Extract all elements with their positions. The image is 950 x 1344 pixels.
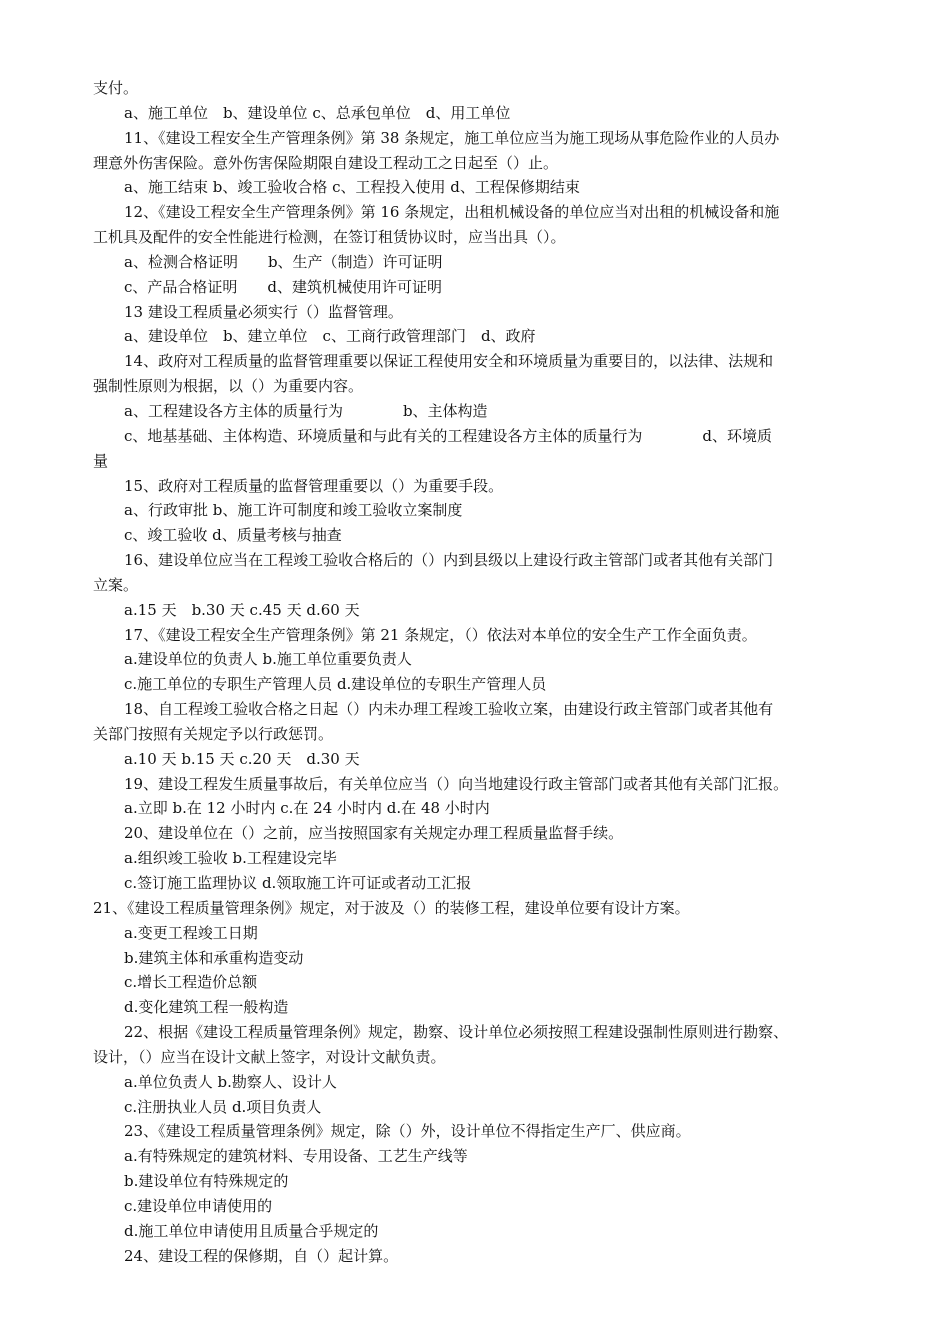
text-line: c.施工单位的专职生产管理人员 d.建设单位的专职生产管理人员 <box>124 675 547 694</box>
text-line: 支付。 <box>93 79 139 97</box>
text-line: 16、建设单位应当在工程竣工验收合格后的（）内到县级以上建设行政主管部门或者其他有关部门 <box>124 551 774 570</box>
text-line: 立案。 <box>93 575 139 594</box>
text-line: 13 建设工程质量必须实行（）监督管理。 <box>124 302 403 321</box>
text-line: d.变化建筑工程一般构造 <box>124 998 289 1017</box>
text-line: 23、《建设工程质量管理条例》规定，除（）外，设计单位不得指定生产厂、供应商。 <box>124 1122 691 1141</box>
text-line: a.组织竣工验收 b.工程建设完毕 <box>124 849 337 868</box>
text-line: c.增长工程造价总额 <box>124 973 258 992</box>
text-line: 18、自工程竣工验收合格之日起（）内未办理工程竣工验收立案，由建设行政主管部门或者其他有 <box>124 700 774 719</box>
text-line: c、竣工验收 d、质量考核与抽查 <box>124 526 342 545</box>
text-line: 24、建设工程的保修期，自（）起计算。 <box>124 1246 399 1265</box>
text-line: a、建设单位 b、建立单位 c、工商行政管理部门 d、政府 <box>124 327 536 346</box>
text-line: 11、《建设工程安全生产管理条例》第 38 条规定，施工单位应当为施工现场从事危险作业的人员办 <box>124 128 780 147</box>
text-line: a.15 天 b.30 天 c.45 天 d.60 天 <box>124 600 360 619</box>
text-line: a、工程建设各方主体的质量行为 b、主体构造 <box>124 401 488 420</box>
text-line: a、施工结束 b、竣工验收合格 c、工程投入使用 d、工程保修期结束 <box>124 178 580 197</box>
text-line: a.变更工程竣工日期 <box>124 923 258 942</box>
text-line: b.建设单位有特殊规定的 <box>124 1172 289 1191</box>
document-body <box>93 76 873 1269</box>
text-line: 17、《建设工程安全生产管理条例》第 21 条规定，（）依法对本单位的安全生产工作全面负责。 <box>124 625 757 644</box>
text-line: d.施工单位申请使用且质量合乎规定的 <box>124 1221 379 1240</box>
text-line: c.建设单位申请使用的 <box>124 1196 273 1215</box>
text-line: 强制性原则为根据，以（）为重要内容。 <box>93 377 364 396</box>
text-line: 15、政府对工程质量的监督管理重要以（）为重要手段。 <box>124 476 504 495</box>
text-line: a.建设单位的负责人 b.施工单位重要负责人 <box>124 650 412 669</box>
text-line: a.立即 b.在 12 小时内 c.在 24 小时内 d.在 48 小时内 <box>124 799 490 818</box>
text-line: 工机具及配件的安全性能进行检测，在签订租赁协议时，应当出具（）。 <box>93 228 566 247</box>
text-line: c、地基基础、主体构造、环境质量和与此有关的工程建设各方主体的质量行为 d、环境质 <box>124 426 773 445</box>
text-line: 理意外伤害保险。意外伤害保险期限自建设工程动工之日起至（）止。 <box>93 153 559 172</box>
text-line: 关部门按照有关规定予以行政惩罚。 <box>93 724 334 743</box>
text-line: c.注册执业人员 d.项目负责人 <box>124 1097 322 1116</box>
text-line: 14、政府对工程质量的监督管理重要以保证工程使用安全和环境质量为重要目的，以法律、法规和 <box>124 352 774 371</box>
text-line: 21、《建设工程质量管理条例》规定，对于波及（）的装修工程，建设单位要有设计方案。 <box>93 898 690 917</box>
text-line: a.单位负责人 b.勘察人、设计人 <box>124 1072 337 1091</box>
text-line: b.建筑主体和承重构造变动 <box>124 948 304 967</box>
text-line: a.10 天 b.15 天 c.20 天 d.30 天 <box>124 749 360 768</box>
text-line: a.有特殊规定的建筑材料、专用设备、工艺生产线等 <box>124 1147 468 1166</box>
text-line: 22、根据《建设工程质量管理条例》规定，勘察、设计单位必须按照工程建设强制性原则进行勘察、 <box>124 1023 789 1042</box>
text-line: a、施工单位 b、建设单位 c、总承包单位 d、用工单位 <box>124 103 511 122</box>
text-line: 20、建设单位在（）之前，应当按照国家有关规定办理工程质量监督手续。 <box>124 824 624 843</box>
text-line: a、行政审批 b、施工许可制度和竣工验收立案制度 <box>124 501 463 520</box>
text-line: 19、建设工程发生质量事故后，有关单位应当（）向当地建设行政主管部门或者其他有关部门汇报。 <box>124 774 789 793</box>
text-line: c、产品合格证明 d、建筑机械使用许可证明 <box>124 277 443 296</box>
text-line: 设计，（）应当在设计文献上签字，对设计文献负责。 <box>93 1047 446 1066</box>
text-line: 12、《建设工程安全生产管理条例》第 16 条规定，出租机械设备的单位应当对出租的机械设备和施 <box>124 203 780 222</box>
text-line: a、检测合格证明 b、生产（制造）许可证明 <box>124 252 443 271</box>
text-line: 量 <box>93 451 109 470</box>
text-line: c.签订施工监理协议 d.领取施工许可证或者动工汇报 <box>124 874 472 892</box>
